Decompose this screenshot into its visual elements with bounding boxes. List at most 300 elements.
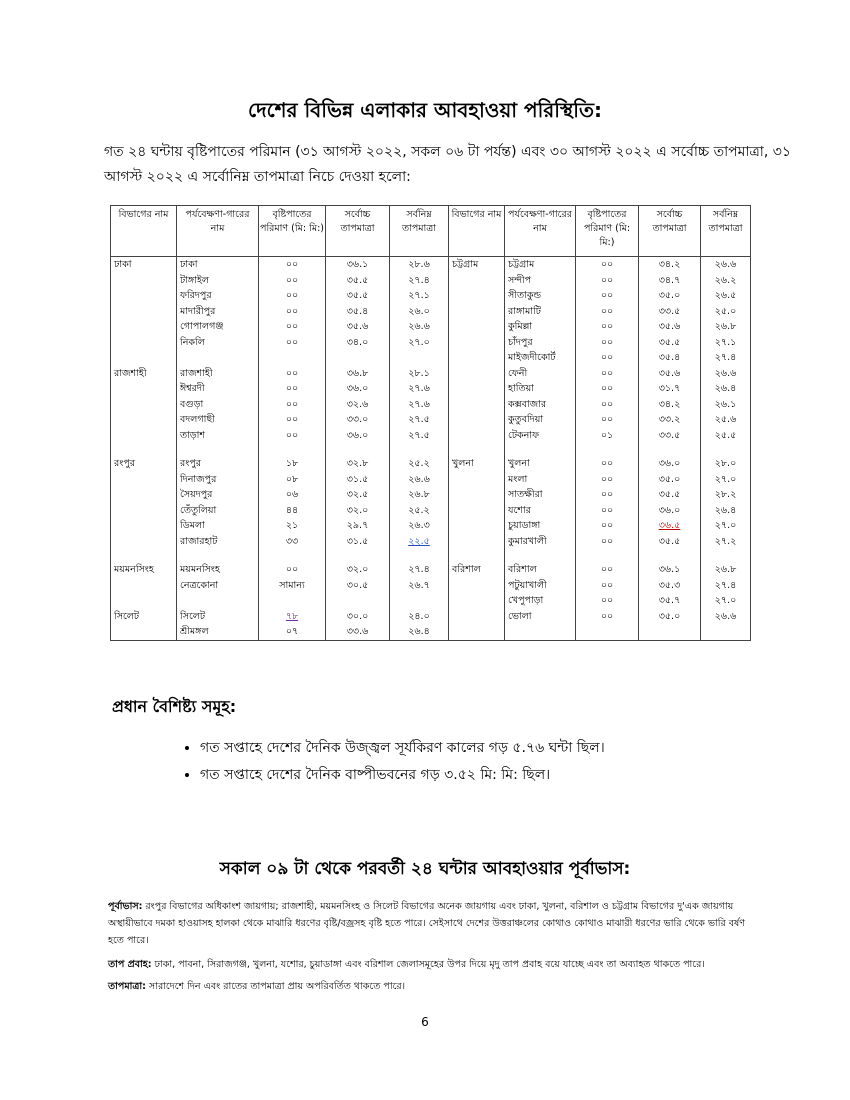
table-row bbox=[111, 412, 751, 428]
table-row bbox=[111, 350, 751, 366]
column-header: বৃষ্টিপাতের পরিমাণ (মি: মি:) bbox=[576, 206, 639, 257]
max-temp-cell: ৩৫.৩ bbox=[639, 578, 701, 594]
min-temp-cell: ২৬.৬ bbox=[390, 319, 449, 335]
table-row bbox=[111, 273, 751, 289]
table-row bbox=[111, 503, 751, 519]
division-cell bbox=[449, 397, 505, 413]
max-temp-cell: ৩৬.০ bbox=[639, 503, 701, 519]
station-cell: নিকলি bbox=[177, 335, 259, 351]
min-temp-cell: ২৫.০ bbox=[701, 304, 751, 320]
rainfall-cell bbox=[259, 593, 326, 609]
division-cell bbox=[111, 412, 177, 428]
table-row bbox=[111, 304, 751, 320]
rainfall-cell: ০১ bbox=[576, 428, 639, 444]
column-header: সর্বোচ্চ তাপমাত্রা bbox=[326, 206, 390, 257]
division-cell bbox=[449, 319, 505, 335]
division-cell bbox=[111, 304, 177, 320]
max-temp-cell: ৩৫.৭ bbox=[639, 593, 701, 609]
min-temp-cell bbox=[701, 624, 751, 640]
min-temp-cell bbox=[390, 534, 449, 550]
max-temp-cell: ৩৬.১ bbox=[639, 562, 701, 578]
rainfall-cell: ০০ bbox=[576, 456, 639, 472]
max-temp-cell: ৩৫.০ bbox=[639, 288, 701, 304]
rainfall-cell: ০০ bbox=[576, 593, 639, 609]
station-cell: সাতক্ষীরা bbox=[505, 487, 576, 503]
max-temp-cell: ৩১.৫ bbox=[326, 472, 390, 488]
min-temp-cell: ২৬.৫ bbox=[701, 288, 751, 304]
forecast-heading: সকাল ০৯ টা থেকে পরবর্তী ২৪ ঘন্টার আবহাওয়ার পূর্বাভাস: bbox=[219, 859, 631, 879]
station-cell: ভোলা bbox=[505, 609, 576, 625]
column-header: বিভাগের নাম bbox=[449, 206, 505, 257]
station-cell: দিনাজপুর bbox=[177, 472, 259, 488]
max-temp-cell: ৩৫.৫ bbox=[326, 273, 390, 289]
rainfall-cell: ০০ bbox=[576, 273, 639, 289]
min-temp-cell: ২৬.০ bbox=[390, 304, 449, 320]
station-cell: মাইজদীকোর্ট bbox=[505, 350, 576, 366]
station-cell: ময়মনসিংহ bbox=[177, 562, 259, 578]
min-temp-cell: ২৬.৬ bbox=[390, 472, 449, 488]
station-cell: বদলগাছী bbox=[177, 412, 259, 428]
min-temp-cell: ২৭.৫ bbox=[390, 412, 449, 428]
min-temp-cell: ২৭.০ bbox=[701, 472, 751, 488]
min-temp-cell: ২৫.২ bbox=[390, 456, 449, 472]
max-temp-cell bbox=[639, 624, 701, 640]
division-cell bbox=[111, 472, 177, 488]
station-cell bbox=[177, 443, 259, 456]
min-temp-cell: ২৭.০ bbox=[390, 335, 449, 351]
division-cell bbox=[111, 503, 177, 519]
division-cell: সিলেট bbox=[111, 609, 177, 625]
max-temp-cell: ৩৪.২ bbox=[639, 397, 701, 413]
rainfall-cell: ০০ bbox=[576, 534, 639, 550]
rainfall-cell: ০০ bbox=[259, 397, 326, 413]
min-temp-cell: ২৭.০ bbox=[701, 518, 751, 534]
station-cell: মংলা bbox=[505, 472, 576, 488]
division-cell bbox=[111, 350, 177, 366]
min-temp-cell: ২৫.২ bbox=[390, 503, 449, 519]
weather-table bbox=[110, 205, 751, 641]
forecast-paragraph bbox=[108, 898, 748, 949]
table-header-row bbox=[111, 206, 751, 257]
rainfall-cell: ০৭ bbox=[259, 624, 326, 640]
rainfall-cell: ৪৪ bbox=[259, 503, 326, 519]
rainfall-cell: ০০ bbox=[259, 335, 326, 351]
features-heading: প্রধান বৈশিষ্ট্য সমূহ: bbox=[112, 697, 237, 716]
division-cell: খুলনা bbox=[449, 456, 505, 472]
table-row bbox=[111, 335, 751, 351]
table-row bbox=[111, 624, 751, 640]
min-temp-cell bbox=[390, 350, 449, 366]
division-cell bbox=[449, 472, 505, 488]
min-temp-cell bbox=[701, 443, 751, 456]
column-header: বিভাগের নাম bbox=[111, 206, 177, 257]
min-temp-cell: ২৬.৬ bbox=[701, 257, 751, 273]
station-cell: ফরিদপুর bbox=[177, 288, 259, 304]
division-cell bbox=[111, 381, 177, 397]
rainfall-cell: ০০ bbox=[576, 609, 639, 625]
min-temp-cell: ২৭.৪ bbox=[701, 350, 751, 366]
division-cell bbox=[449, 366, 505, 382]
division-cell bbox=[449, 518, 505, 534]
table-row bbox=[111, 487, 751, 503]
division-cell: ঢাকা bbox=[111, 257, 177, 273]
min-temp-cell bbox=[390, 549, 449, 562]
max-temp-cell: ৩১.৭ bbox=[639, 381, 701, 397]
max-temp-cell: ৩২.০ bbox=[326, 503, 390, 519]
column-header: পর্যবেক্ষণা-গারের নাম bbox=[505, 206, 576, 257]
rainfall-cell: ০০ bbox=[576, 562, 639, 578]
min-temp-cell: ২৭.৪ bbox=[390, 273, 449, 289]
rainfall-cell: ০০ bbox=[576, 319, 639, 335]
feature-item: • গত সপ্তাহে দেশের দৈনিক উজ্জ্বল সূর্যকিরণ কালের গড় ৫.৭৬ ঘন্টা ছিল। bbox=[200, 735, 605, 762]
rainfall-cell: ০০ bbox=[259, 412, 326, 428]
rainfall-cell: ০০ bbox=[576, 350, 639, 366]
rainfall-cell: ০০ bbox=[576, 578, 639, 594]
heatwave-text: ঢাকা, পাবনা, সিরাজগঞ্জ, খুলনা, যশোর, চুয়াডাঙ্গা এবং বরিশাল জেলাসমূহের উপর দিয়ে মৃদু তাপ প্রবাহ বয়ে যাচ্ছে এবং তা অব্যাহত থাকতে পারে। bbox=[151, 959, 705, 970]
station-cell: সন্দীপ bbox=[505, 273, 576, 289]
rainfall-cell: ২১ bbox=[259, 518, 326, 534]
min-temp-cell: ২৭.১ bbox=[701, 335, 751, 351]
max-temp-cell: ৩২.৮ bbox=[326, 456, 390, 472]
max-temp-cell: ৩৫.৬ bbox=[326, 319, 390, 335]
max-temp-cell: ৩৩.৫ bbox=[639, 304, 701, 320]
station-cell bbox=[177, 350, 259, 366]
max-temp-cell: ৩৬.৮ bbox=[326, 366, 390, 382]
station-cell: রংপুর bbox=[177, 456, 259, 472]
station-cell: কুমিল্লা bbox=[505, 319, 576, 335]
max-temp-cell: ৩৫.৬ bbox=[639, 319, 701, 335]
station-cell: যশোর bbox=[505, 503, 576, 519]
rainfall-cell: ০০ bbox=[259, 304, 326, 320]
min-temp-cell: ২৬.৮ bbox=[701, 319, 751, 335]
station-cell bbox=[505, 624, 576, 640]
station-cell: ডিমলা bbox=[177, 518, 259, 534]
temperature-label: তাপমাত্রা: bbox=[108, 981, 146, 992]
table-row bbox=[111, 534, 751, 550]
max-temp-cell: ৩২.০ bbox=[326, 562, 390, 578]
max-temp-cell bbox=[639, 549, 701, 562]
max-temp-cell bbox=[639, 518, 701, 534]
max-temp-cell: ৩৬.১ bbox=[326, 257, 390, 273]
table-row bbox=[111, 549, 751, 562]
rainfall-cell: ০০ bbox=[259, 366, 326, 382]
heatwave-paragraph bbox=[108, 956, 748, 973]
division-cell bbox=[111, 624, 177, 640]
station-cell: নেত্রকোনা bbox=[177, 578, 259, 594]
max-temp-cell: ৩৫.৫ bbox=[639, 487, 701, 503]
station-cell bbox=[505, 549, 576, 562]
features-list bbox=[180, 735, 605, 789]
division-cell bbox=[449, 304, 505, 320]
division-cell bbox=[111, 319, 177, 335]
station-cell: বগুড়া bbox=[177, 397, 259, 413]
max-temp-cell: ৩৫.৫ bbox=[639, 335, 701, 351]
table-row bbox=[111, 257, 751, 273]
max-temp-cell: ৩২.৬ bbox=[326, 397, 390, 413]
min-temp-cell: ২৮.০ bbox=[701, 456, 751, 472]
rainfall-cell: ০০ bbox=[259, 381, 326, 397]
station-cell: সৈয়দপুর bbox=[177, 487, 259, 503]
station-cell: হাতিয়া bbox=[505, 381, 576, 397]
rainfall-cell: ০০ bbox=[576, 288, 639, 304]
min-temp-cell bbox=[701, 549, 751, 562]
min-temp-cell: ২৮.৬ bbox=[390, 257, 449, 273]
division-cell: চট্টগ্রাম bbox=[449, 257, 505, 273]
division-cell bbox=[111, 549, 177, 562]
station-cell: বরিশাল bbox=[505, 562, 576, 578]
page-title: দেশের বিভিন্ন এলাকার আবহাওয়া পরিস্থিতি: bbox=[247, 98, 602, 122]
min-temp-cell: ২৮.১ bbox=[390, 366, 449, 382]
station-cell: খুলনা bbox=[505, 456, 576, 472]
rainfall-cell: ৩৩ bbox=[259, 534, 326, 550]
max-temp-cell: ৩৩.৫ bbox=[639, 428, 701, 444]
division-cell bbox=[449, 487, 505, 503]
station-cell: সীতাকুন্ড bbox=[505, 288, 576, 304]
table-row bbox=[111, 518, 751, 534]
min-temp-cell: ২৬.১ bbox=[701, 397, 751, 413]
max-temp-cell: ৩৩.৬ bbox=[326, 624, 390, 640]
rainfall-cell bbox=[576, 549, 639, 562]
rainfall-cell: ০০ bbox=[259, 257, 326, 273]
rainfall-cell: ০০ bbox=[259, 273, 326, 289]
division-cell: বরিশাল bbox=[449, 562, 505, 578]
min-temp-cell: ২৬.২ bbox=[701, 273, 751, 289]
min-temp-cell: ২৬.৩ bbox=[390, 518, 449, 534]
min-temp-cell: ২৬.৭ bbox=[390, 578, 449, 594]
station-cell: মাদারীপুর bbox=[177, 304, 259, 320]
station-cell: ফেনী bbox=[505, 366, 576, 382]
division-cell bbox=[449, 503, 505, 519]
station-cell: শ্রীমঙ্গল bbox=[177, 624, 259, 640]
max-temp-cell bbox=[326, 593, 390, 609]
division-cell bbox=[111, 593, 177, 609]
forecast-text: রংপুর বিভাগের অধিকাংশ জায়গায়; রাজশাহী, ময়মনসিংহ ও সিলেট বিভাগের অনেক জায়গায় এবং ঢাকা, খুলনা, বরিশাল ও চট্টগ্রাম বিভাগের দু'এক জায়গায় অস্থায়ীভাবে দমকা হাওয়াসহ হালকা থেকে মাঝারি ধরণের বৃষ্টি/বজ্রসহ বৃষ্টি হতে পারে। সেইসাথে দেশের উত্তরাঞ্চলের কোথাও কোথাও মাঝারী ধরণের ভারি থেকে ভারি বর্ষণ হতে পারে। bbox=[108, 901, 746, 946]
station-cell: চাঁদপুর bbox=[505, 335, 576, 351]
min-temp-cell: ২৬.৪ bbox=[701, 381, 751, 397]
max-temp-cell: ২৯.৭ bbox=[326, 518, 390, 534]
station-cell: চট্টগ্রাম bbox=[505, 257, 576, 273]
table-row bbox=[111, 472, 751, 488]
station-cell: রাঙ্গামাটি bbox=[505, 304, 576, 320]
division-cell bbox=[111, 443, 177, 456]
division-cell bbox=[449, 288, 505, 304]
division-cell bbox=[449, 428, 505, 444]
max-temp-cell: ৩৪.৭ bbox=[639, 273, 701, 289]
max-temp-cell: ৩৫.০ bbox=[639, 609, 701, 625]
min-temp-cell bbox=[390, 443, 449, 456]
station-cell bbox=[177, 549, 259, 562]
table-row bbox=[111, 456, 751, 472]
rainfall-cell bbox=[259, 350, 326, 366]
station-cell: পটুয়াখালী bbox=[505, 578, 576, 594]
table-row bbox=[111, 319, 751, 335]
table-row bbox=[111, 288, 751, 304]
station-cell: তাড়াশ bbox=[177, 428, 259, 444]
max-temp-cell bbox=[326, 443, 390, 456]
station-cell: টাঙ্গাইল bbox=[177, 273, 259, 289]
division-cell bbox=[111, 273, 177, 289]
rainfall-cell: ০০ bbox=[576, 366, 639, 382]
rainfall-cell: ০০ bbox=[259, 562, 326, 578]
min-temp-cell: ২৮.২ bbox=[701, 487, 751, 503]
heatwave-label: তাপ প্রবাহ: bbox=[108, 959, 152, 970]
min-temp-cell: ২৭.১ bbox=[390, 288, 449, 304]
rainfall-cell: সামান্য bbox=[259, 578, 326, 594]
min-temp-cell: ২৫.৫ bbox=[701, 428, 751, 444]
station-cell: রাজশাহী bbox=[177, 366, 259, 382]
division-cell: রংপুর bbox=[111, 456, 177, 472]
rainfall-cell bbox=[259, 549, 326, 562]
min-temp-cell: ২৫.৬ bbox=[701, 412, 751, 428]
rainfall-cell: ০০ bbox=[576, 518, 639, 534]
temperature-paragraph bbox=[108, 978, 748, 995]
station-cell bbox=[505, 443, 576, 456]
division-cell bbox=[449, 624, 505, 640]
station-cell: কুমারখালী bbox=[505, 534, 576, 550]
column-header: পর্যবেক্ষণা-গারের নাম bbox=[177, 206, 259, 257]
max-temp-cell: ৩৪.০ bbox=[326, 335, 390, 351]
min-temp-cell: ২৭.০ bbox=[701, 593, 751, 609]
intro-text: গত ২৪ ঘন্টায় বৃষ্টিপাতের পরিমান (৩১ আগস্ট ২০২২, সকল ০৬ টা পর্যন্ত) এবং ৩০ আগস্ট ২০২২ এ সর্বোচ্চ তাপমাত্রা, ৩১ আগস্ট ২০২২ এ সর্বোনিম্ন তাপমাত্রা নিচে দেওয়া হলো: bbox=[104, 144, 791, 185]
station-cell: গোপালগঞ্জ bbox=[177, 319, 259, 335]
station-cell: চুয়াডাঙ্গা bbox=[505, 518, 576, 534]
max-temp-cell: ৩৫.০ bbox=[639, 472, 701, 488]
division-cell bbox=[449, 335, 505, 351]
max-temp-cell: ৩১.৫ bbox=[326, 534, 390, 550]
max-temp-cell bbox=[326, 350, 390, 366]
forecast-label: পূর্বাভাস: bbox=[108, 901, 143, 912]
max-temp-cell: ৩৬.০ bbox=[326, 381, 390, 397]
rainfall-cell: ১৮ bbox=[259, 456, 326, 472]
division-cell bbox=[111, 487, 177, 503]
station-cell: খেপুপাড়া bbox=[505, 593, 576, 609]
min-temp-cell: ২৭.৬ bbox=[390, 381, 449, 397]
table-row bbox=[111, 562, 751, 578]
min-temp-cell: ২৭.৬ bbox=[390, 397, 449, 413]
station-cell bbox=[177, 593, 259, 609]
temperature-text: সারাদেশে দিন এবং রাতের তাপমাত্রা প্রায় অপরিবর্তিত থাকতে পারে। bbox=[145, 981, 406, 992]
division-cell bbox=[111, 428, 177, 444]
max-temp-cell: ৩২.৫ bbox=[326, 487, 390, 503]
rainfall-cell: ০০ bbox=[576, 335, 639, 351]
rainfall-cell: ০০ bbox=[259, 428, 326, 444]
station-cell: কক্সবাজার bbox=[505, 397, 576, 413]
division-cell bbox=[449, 273, 505, 289]
division-cell: রাজশাহী bbox=[111, 366, 177, 382]
rainfall-cell: ০০ bbox=[576, 487, 639, 503]
table-body bbox=[111, 257, 751, 641]
table-row bbox=[111, 593, 751, 609]
station-cell: ঢাকা bbox=[177, 257, 259, 273]
division-cell bbox=[111, 397, 177, 413]
rainfall-cell: ০০ bbox=[576, 257, 639, 273]
min-temp-cell bbox=[390, 593, 449, 609]
max-temp-cell: ৩৫.৪ bbox=[639, 350, 701, 366]
rainfall-cell bbox=[259, 443, 326, 456]
table-row bbox=[111, 578, 751, 594]
min-temp-cell: ২৪.০ bbox=[390, 609, 449, 625]
table-row bbox=[111, 443, 751, 456]
rainfall-cell: ০০ bbox=[576, 397, 639, 413]
rainfall-cell bbox=[576, 624, 639, 640]
division-cell bbox=[449, 593, 505, 609]
table-row bbox=[111, 397, 751, 413]
column-header: সর্বনিম্ন তাপমাত্রা bbox=[390, 206, 449, 257]
column-header: বৃষ্টিপাতের পরিমাণ (মি: মি:) bbox=[259, 206, 326, 257]
division-cell bbox=[111, 518, 177, 534]
station-cell: ঈশ্বরদী bbox=[177, 381, 259, 397]
column-header: সর্বোচ্চ তাপমাত্রা bbox=[639, 206, 701, 257]
rainfall-cell bbox=[259, 609, 326, 625]
division-cell bbox=[111, 578, 177, 594]
table-row bbox=[111, 381, 751, 397]
max-temp-cell: ৩৫.৬ bbox=[639, 366, 701, 382]
max-temp-cell bbox=[326, 549, 390, 562]
table-row bbox=[111, 366, 751, 382]
rainfall-cell: ০০ bbox=[576, 381, 639, 397]
station-cell: রাজারহাট bbox=[177, 534, 259, 550]
min-temp-cell: ২৬.৬ bbox=[701, 366, 751, 382]
max-temp-cell: ৩৫.৫ bbox=[639, 534, 701, 550]
max-temp-cell: ৩৩.০ bbox=[326, 412, 390, 428]
max-temp-cell bbox=[639, 443, 701, 456]
max-temp-cell: ৩৪.২ bbox=[639, 257, 701, 273]
max-temp-cell: ৩০.০ bbox=[326, 609, 390, 625]
column-header: সর্বনিম্ন তাপমাত্রা bbox=[701, 206, 751, 257]
max-temp-cell: ৩৩.২ bbox=[639, 412, 701, 428]
min-temp-cell: ২৬.৪ bbox=[701, 503, 751, 519]
division-cell: ময়মনসিংহ bbox=[111, 562, 177, 578]
table-row bbox=[111, 428, 751, 444]
rainfall-cell: ০৬ bbox=[259, 487, 326, 503]
station-cell: কুতুবদিয়া bbox=[505, 412, 576, 428]
rainfall-cell: ০০ bbox=[576, 304, 639, 320]
division-cell bbox=[449, 609, 505, 625]
max-temp-cell: ৩৬.০ bbox=[639, 456, 701, 472]
feature-item: • গত সপ্তাহে দেশের দৈনিক বাষ্পীভবনের গড় ৩.৫২ মি: মি: ছিল। bbox=[200, 762, 605, 789]
max-temp-cell: ৩৫.৫ bbox=[326, 288, 390, 304]
min-temp-cell: ২৭.৪ bbox=[701, 578, 751, 594]
min-temp-cell: ২৭.৫ bbox=[390, 428, 449, 444]
highlighted-value: ৭৮ bbox=[285, 610, 299, 622]
max-temp-cell: ৩৫.৪ bbox=[326, 304, 390, 320]
page-number: 6 bbox=[421, 1015, 429, 1029]
rainfall-cell: ০৮ bbox=[259, 472, 326, 488]
division-cell bbox=[449, 350, 505, 366]
rainfall-cell: ০০ bbox=[259, 319, 326, 335]
highlighted-value: ২২.৫ bbox=[408, 535, 430, 547]
table-row bbox=[111, 609, 751, 625]
min-temp-cell: ২৭.৪ bbox=[390, 562, 449, 578]
division-cell bbox=[449, 443, 505, 456]
division-cell bbox=[449, 534, 505, 550]
station-cell: সিলেট bbox=[177, 609, 259, 625]
division-cell bbox=[449, 412, 505, 428]
min-temp-cell: ২৬.৮ bbox=[701, 562, 751, 578]
rainfall-cell: ০০ bbox=[576, 412, 639, 428]
station-cell: তেঁতুলিয়া bbox=[177, 503, 259, 519]
min-temp-cell: ২৬.৪ bbox=[390, 624, 449, 640]
min-temp-cell: ২৬.৬ bbox=[701, 609, 751, 625]
division-cell bbox=[111, 335, 177, 351]
min-temp-cell: ২৭.২ bbox=[701, 534, 751, 550]
max-temp-cell: ৩৬.০ bbox=[326, 428, 390, 444]
division-cell bbox=[449, 381, 505, 397]
division-cell bbox=[111, 534, 177, 550]
division-cell bbox=[111, 288, 177, 304]
rainfall-cell: ০০ bbox=[259, 288, 326, 304]
rainfall-cell bbox=[576, 443, 639, 456]
